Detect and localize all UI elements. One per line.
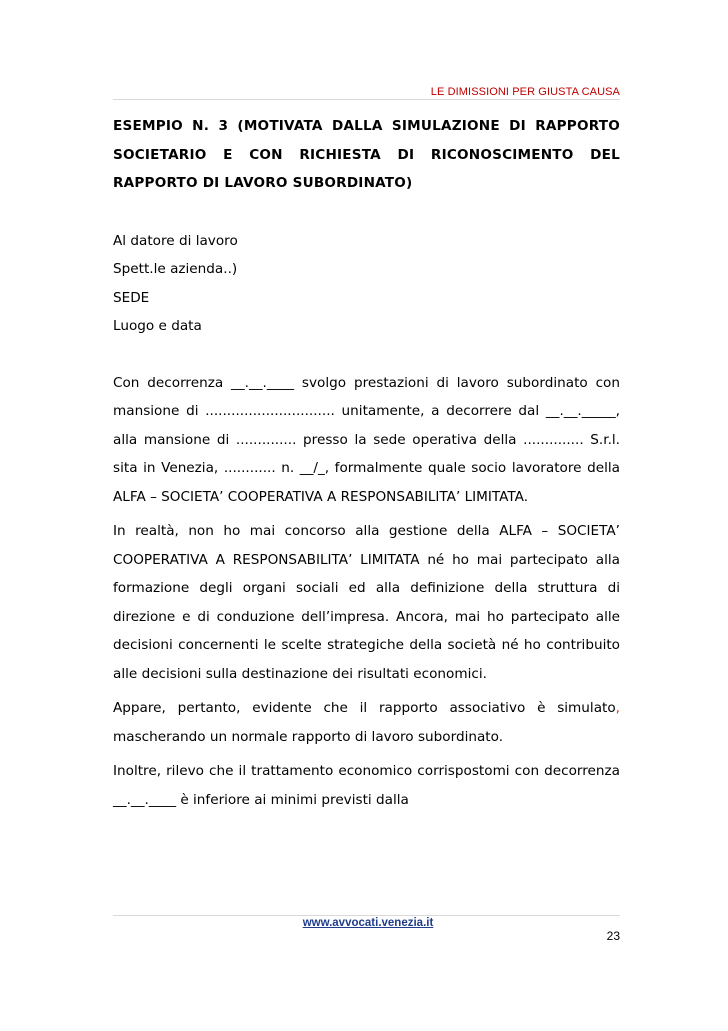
highlighted-comma: , [615, 700, 620, 716]
place-date-line: Luogo e data [113, 318, 202, 334]
page-number: 23 [606, 929, 620, 943]
simulation-text-end: mascherando un normale rapporto di lavoro subordinato. [113, 728, 504, 745]
location-line: SEDE [113, 289, 150, 306]
running-title: LE DIMISSIONI PER GIUSTA CAUSA [430, 86, 620, 98]
simulation-text: Appare, pertanto, evidente che il rapporto associativo è simulato [113, 700, 616, 716]
company-line: Spett.le azienda..) [113, 261, 238, 277]
footer-divider [113, 915, 620, 916]
paragraph-simulation [113, 694, 620, 751]
example-title: ESEMPIO N. 3 (MOTIVATA DALLA SIMULAZIONE DI RAPPORTO SOCIETARIO E CON RICHIESTA DI RICONOSCIMENTO DEL RAPPORTO DI LAVORO SUBORDINATO) [113, 118, 620, 191]
page-header [113, 80, 620, 100]
website-link[interactable]: www.avvocati.venezia.it [302, 917, 434, 929]
paragraph-employment: Con decorrenza __.__.____ svolgo prestazioni di lavoro subordinato con mansione di .............................. unitamente, a decorrere dal __.__._____, alla mansione di .............. presso la sede operativa della .............. S.r.l. sita in Venezia, ............ n. __/_, formalmente quale socio lavoratore della ALFA – SOCIETA’ COOPERATIVA A RESPONSABILITA’ LIMITATA. [113, 374, 620, 505]
footer [0, 917, 728, 929]
paragraph-pay: Inoltre, rilevo che il trattamento economico corrispostomi con decorrenza __.__.____ è inferiore ai minimi previsti dalla [113, 763, 620, 808]
paragraph-reality: In realtà, non ho mai concorso alla gestione della ALFA – SOCIETA’ COOPERATIVA A RESPONSABILITA’ LIMITATA né ho mai partecipato alla formazione degli organi sociali ed alla definizione della struttura di direzione e di conduzione dell’impresa. Ancora, mai ho partecipato alle decisioni concernenti le scelte strategiche della società né ho contribuito alle decisioni sulla destinazione dei risultati economici. [113, 523, 620, 682]
recipient-line: Al datore di lavoro [113, 232, 238, 249]
document-body [113, 112, 620, 820]
